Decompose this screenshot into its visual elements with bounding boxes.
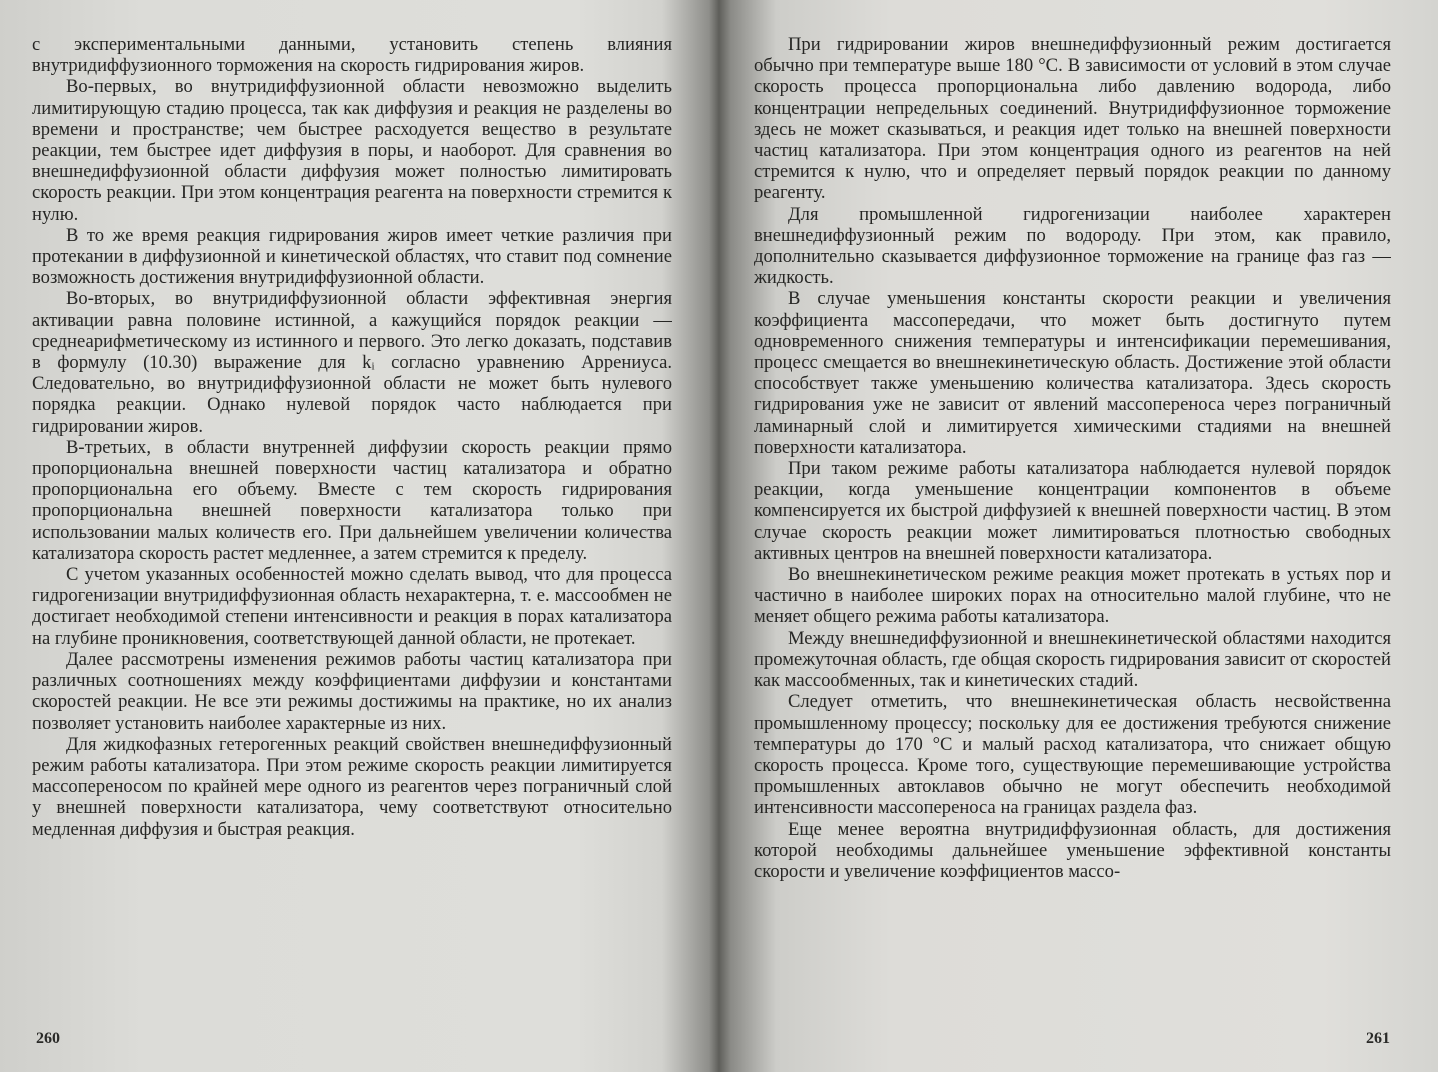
paragraph: В то же время реакция гидрирования жиров имеет четкие различия при протекании в диффузионной и кинетической областях, что ставит под сомнение возможность достижения внутридиффузионной области. — [32, 224, 672, 289]
paragraph: Во-вторых, во внутридиффузионной области эффективная энергия активации равна половине истинной, а кажущийся порядок реакции — среднеарифметическому из истинного и первого. Это легко доказать, подставив в формулу (10.30) выражение для kᵢ согласно уравнению Аррениуса. Следовательно, во внутридиффузионной области не может быть нулевого порядка реакции. Однако нулевой порядок часто наблюдается при гидрировании жиров. — [32, 288, 672, 437]
paragraph: При гидрировании жиров внешнедиффузионный режим достигается обычно при температуре выше 180 °С. В зависимости от условий в этом случае скорость процесса пропорциональна либо давлению водорода, либо концентрации непредельных соединений. Внутридиффузионное торможение здесь не может сказываться, и реакция идет только на внешней поверхности частиц катализатора. При этом концентрация одного из реагентов на ней стремится к нулю, что и определяет первый порядок реакции по данному реагенту. — [754, 34, 1391, 204]
paragraph: С учетом указанных особенностей можно сделать вывод, что для процесса гидрогенизации внутридиффузионная область нехарактерна, т. е. массообмен не достигает необходимой степени интенсивности и реакция в порах катализатора на глубине проникновения, соответствующей данной области, не протекает. — [32, 564, 672, 649]
paragraph: Для жидкофазных гетерогенных реакций свойствен внешнедиффузионный режим работы катализатора. При этом режиме скорость реакции лимитируется массопереносом по крайней мере одного из реагентов через пограничный слой у внешней поверхности катализатора, чему соответствуют относительно медленная диффузия и быстрая реакция. — [32, 733, 672, 840]
paragraph: Для промышленной гидрогенизации наиболее характерен внешнедиффузионный режим по водороду. При этом, как правило, дополнительно сказывается диффузионное торможение на границе фаз газ — жидкость. — [754, 203, 1391, 289]
paragraph: Во внешнекинетическом режиме реакция может протекать в устьях пор и частично в наиболее широких порах на относительно малой глубине, что не меняет общего режима работы катализатора. — [754, 564, 1391, 628]
paragraph: В-третьих, в области внутренней диффузии скорость реакции прямо пропорциональна внешней поверхности частиц катализатора и обратно пропорциональна его объему. Вместе с тем скорость гидрирования пропорциональна внешней поверхности катализатора только при использовании малых количеств его. При дальнейшем увеличении количества катализатора скорость растет медленнее, а затем стремится к пределу. — [32, 436, 672, 564]
paragraph: Еще менее вероятна внутридиффузионная область, для достижения которой необходимы дальнейшее уменьшение эффективной константы скорости и увеличение коэффициентов массо- — [754, 818, 1391, 882]
right-page — [754, 34, 1391, 1024]
paragraph: Следует отметить, что внешнекинетическая область несвойственна промышленному процессу; поскольку для ее достижения требуются снижение температуры до 170 °С и малый расход катализатора, что снижает общую скорость процесса. Кроме того, существующие перемешивающие устройства промышленных автоклавов обычно не могут обеспечить необходимой интенсивности массопереноса на границах раздела фаз. — [754, 691, 1391, 819]
paragraph: Между внешнедиффузионной и внешнекинетической областями находится промежуточная область, где общая скорость гидрирования зависит от скоростей как массообменных, так и кинетических стадий. — [754, 627, 1391, 692]
paragraph: с экспериментальными данными, установить степень влияния внутридиффузионного торможения на скорость гидрирования жиров. — [32, 34, 672, 77]
paragraph: При таком режиме работы катализатора наблюдается нулевой порядок реакции, когда уменьшение концентрации компонентов в объеме компенсируется их быстрой диффузией к внешней поверхности частиц. В этом случае скорость реакции может лимитироваться плотностью свободных активных центров на внешней поверхности катализатора. — [754, 458, 1391, 564]
paragraph: Во-первых, во внутридиффузионной области невозможно выделить лимитирующую стадию процесса, так как диффузия и реакция не разделены во времени и пространстве; чем быстрее расходуется вещество в результате реакции, тем быстрее идет диффузия в поры, и наоборот. Для сравнения во внешнедиффузионной области диффузия может полностью лимитировать скорость реакции. При этом концентрация реагента на поверхности стремится к нулю. — [32, 76, 672, 225]
paragraph: Далее рассмотрены изменения режимов работы частиц катализатора при различных соотношениях между коэффициентами диффузии и константами скоростей реакции. Не все эти режимы достижимы на практике, но их анализ позволяет установить наиболее характерные из них. — [32, 648, 672, 734]
page-number-left: 260 — [36, 1030, 60, 1047]
page-number-right: 261 — [1366, 1030, 1390, 1047]
left-page — [32, 34, 672, 1024]
paragraph: В случае уменьшения константы скорости реакции и увеличения коэффициента массопередачи, что может быть достигнуто путем одновременного снижения температуры и интенсификации перемешивания, процесс смещается во внешнекинетическую область. Достижение этой области способствует также уменьшению количества катализатора. Здесь скорость гидрирования уже не зависит от явлений массопереноса через пограничный ламинарный слой и лимитируется химическими стадиями на внешней поверхности катализатора. — [754, 288, 1391, 458]
